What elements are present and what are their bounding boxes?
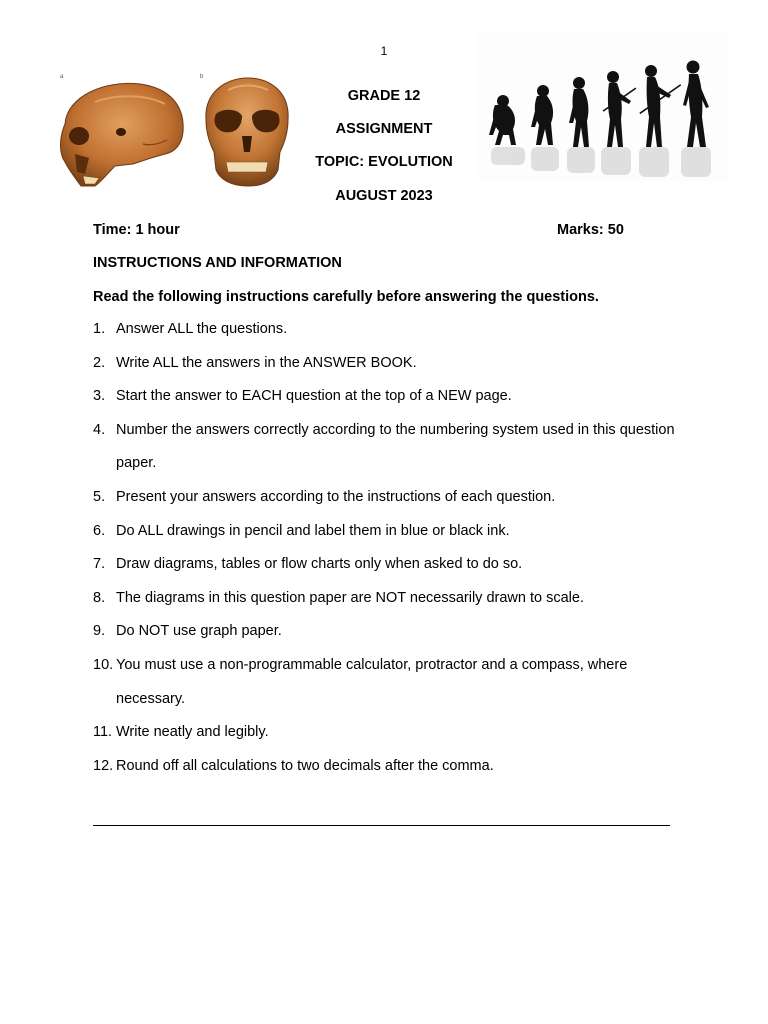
item-text: Write neatly and legibly. <box>116 724 269 741</box>
figure-label-b: b <box>200 74 204 80</box>
figure-label-a: a <box>60 74 64 80</box>
list-item <box>93 649 678 716</box>
item-number: 10. <box>93 656 114 673</box>
item-text: Number the answers correctly according to the numbering system used in this question paper. <box>116 421 675 472</box>
item-number: 3. <box>93 388 106 405</box>
marks-label: Marks: 50 <box>557 222 624 238</box>
item-number: 8. <box>93 589 106 606</box>
item-number: 7. <box>93 556 106 573</box>
grade-heading: GRADE 12 <box>347 88 421 104</box>
date-heading: AUGUST 2023 <box>335 188 433 204</box>
item-text: Do NOT use graph paper. <box>116 623 282 640</box>
item-number: 11. <box>93 724 113 741</box>
evolution-silhouettes-image <box>477 33 727 181</box>
list-item <box>93 615 678 649</box>
list-item <box>93 313 678 347</box>
item-number: 4. <box>93 421 106 438</box>
item-number: 6. <box>93 522 106 539</box>
instructions-list <box>93 313 678 783</box>
list-item <box>93 347 678 381</box>
assignment-heading: ASSIGNMENT <box>335 121 433 137</box>
item-text: Do ALL drawings in pencil and label them in blue or black ink. <box>116 522 510 539</box>
list-item <box>93 548 678 582</box>
item-text: Present your answers according to the instructions of each question. <box>116 488 556 505</box>
skull-front-view-image <box>198 74 296 190</box>
item-number: 12. <box>93 757 114 774</box>
horizontal-rule <box>93 825 670 826</box>
item-number: 9. <box>93 623 106 640</box>
item-text: Write ALL the answers in the ANSWER BOOK. <box>116 354 417 371</box>
item-text: You must use a non-programmable calculator, protractor and a compass, where necessary. <box>116 656 628 707</box>
list-item <box>93 414 678 481</box>
item-number: 5. <box>93 488 106 505</box>
list-item <box>93 582 678 616</box>
item-text: Round off all calculations to two decimals after the comma. <box>116 757 494 774</box>
time-label: Time: 1 hour <box>93 222 180 238</box>
intro-text: Read the following instructions carefully before answering the questions. <box>93 289 599 305</box>
section-title: INSTRUCTIONS AND INFORMATION <box>93 255 342 271</box>
list-item <box>93 380 678 414</box>
item-text: Answer ALL the questions. <box>116 321 288 337</box>
list-item <box>93 750 678 784</box>
list-item <box>93 716 678 750</box>
item-text: Start the answer to EACH question at the top of a NEW page. <box>116 388 512 405</box>
item-number: 1. <box>93 321 106 337</box>
skull-side-view-image <box>55 74 187 192</box>
item-text: The diagrams in this question paper are NOT necessarily drawn to scale. <box>116 589 584 606</box>
list-item <box>93 481 678 515</box>
page-number: 1 <box>380 44 388 58</box>
topic-heading: TOPIC: EVOLUTION <box>315 154 453 170</box>
item-text: Draw diagrams, tables or flow charts only when asked to do so. <box>116 556 523 573</box>
list-item <box>93 515 678 549</box>
item-number: 2. <box>93 354 106 371</box>
